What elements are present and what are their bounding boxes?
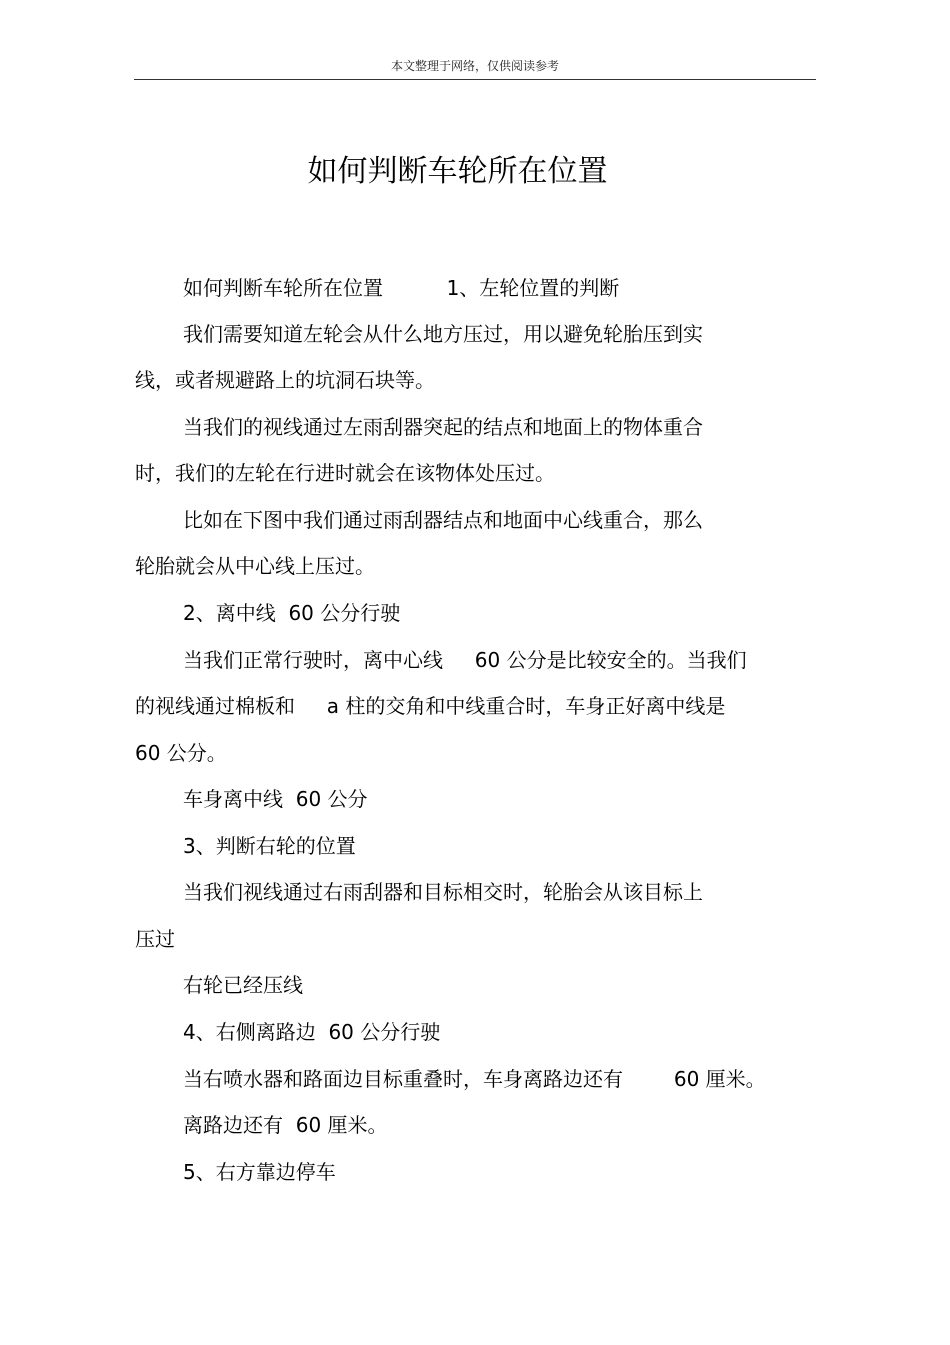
header-note: 本文整理于网络，仅供阅读参考 xyxy=(390,59,559,73)
paragraph-line: 时，我们的左轮在行进时就会在该物体处压过。 xyxy=(135,461,555,485)
paragraph-line: 线，或者规避路上的坑洞石块等。 xyxy=(135,368,435,392)
section-heading: 3、判断右轮的位置 xyxy=(183,834,356,858)
paragraph-line: 的视线通过棉板和 a 柱的交角和中线重合时，车身正好离中线是 xyxy=(135,694,726,718)
paragraph-line: 我们需要知道左轮会从什么地方压过，用以避免轮胎压到实 xyxy=(183,322,703,346)
paragraph-line: 当右喷水器和路面边目标重叠时，车身离路边还有 60 厘米。 xyxy=(183,1067,766,1091)
paragraph-line: 60 公分。 xyxy=(135,741,227,765)
paragraph-line: 比如在下图中我们通过雨刮器结点和地面中心线重合，那么 xyxy=(183,508,703,532)
document-title: 如何判断车轮所在位置 xyxy=(307,154,608,189)
paragraph-line: 压过 xyxy=(135,927,175,951)
paragraph-line: 当我们的视线通过左雨刮器突起的结点和地面上的物体重合 xyxy=(183,415,703,439)
image-caption: 离路边还有 60 厘米。 xyxy=(183,1113,388,1137)
section-heading: 5、右方靠边停车 xyxy=(183,1160,336,1184)
paragraph-line: 当我们视线通过右雨刮器和目标相交时，轮胎会从该目标上 xyxy=(183,880,703,904)
image-caption: 右轮已经压线 xyxy=(183,973,303,997)
section-heading: 4、右侧离路边 60 公分行驶 xyxy=(183,1020,441,1044)
paragraph-line: 如何判断车轮所在位置 1、左轮位置的判断 xyxy=(183,276,620,300)
image-caption: 车身离中线 60 公分 xyxy=(183,787,368,811)
section-heading: 2、离中线 60 公分行驶 xyxy=(183,601,401,625)
paragraph-line: 当我们正常行驶时，离中心线 60 公分是比较安全的。当我们 xyxy=(183,648,747,672)
paragraph-line: 轮胎就会从中心线上压过。 xyxy=(135,554,375,578)
header-divider xyxy=(134,79,816,80)
